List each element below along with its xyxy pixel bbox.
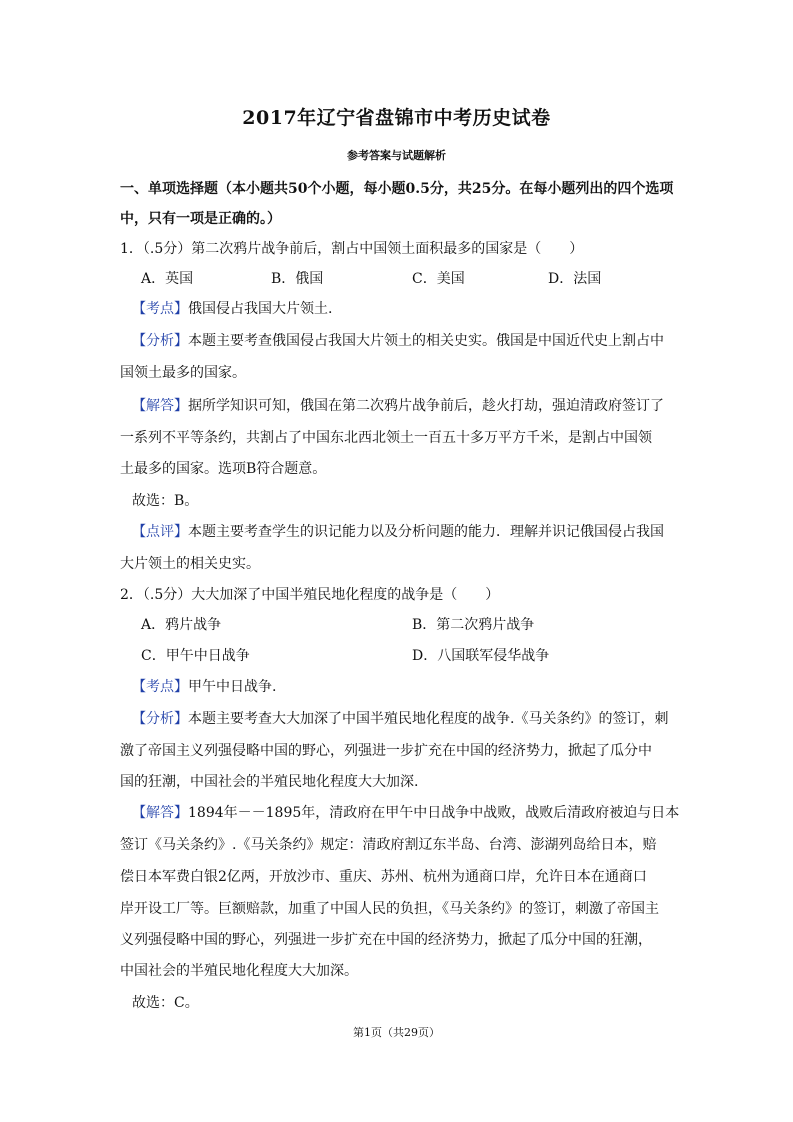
- question-2-jieda-cont-5: 中国社会的半殖民地化程度大大加深。: [120, 963, 358, 979]
- question-1-fenxi-cont: 国领土最多的国家。: [120, 365, 246, 381]
- fenxi-text: 本题主要考查俄国侵占我国大片领土的相关史实。俄国是中国近代史上割占中: [188, 333, 664, 349]
- question-2-option-a: A．鸦片战争: [141, 617, 222, 633]
- question-1-option-d: D．法国: [548, 271, 602, 287]
- fenxi-tag: 【分析】: [132, 333, 188, 349]
- page-subtitle: 参考答案与试题解析: [347, 149, 446, 162]
- question-1-option-a: A．英国: [141, 271, 194, 287]
- question-1-answer: 故选：B。: [132, 493, 199, 509]
- question-1-kaodian: [132, 298, 332, 318]
- question-1-jieda: [132, 395, 664, 415]
- question-1-jieda-cont-2: 土最多的国家。选项B符合题意。: [120, 461, 327, 477]
- kaodian-tag: 【考点】: [132, 301, 188, 317]
- question-2-option-c: C．甲午中日战争: [141, 648, 250, 664]
- jieda-text: 据所学知识可知，俄国在第二次鸦片战争前后，趁火打劫，强迫清政府签订了: [188, 398, 664, 414]
- question-2-kaodian: [132, 676, 276, 696]
- question-2-answer: 故选：C。: [132, 995, 199, 1011]
- question-2-jieda-cont-3: 岸开设工厂等。巨额赔款，加重了中国人民的负担，《马关条约》的签订，刺激了帝国主: [120, 901, 659, 917]
- dianping-tag: 【点评】: [132, 524, 188, 540]
- section-heading-line1: 一、单项选择题（本小题共50个小题，每小题0.5分，共25分。在每小题列出的四个选项: [120, 181, 674, 197]
- fenxi-text: 本题主要考查大大加深了中国半殖民地化程度的战争.《马关条约》的签订，刺: [188, 711, 669, 727]
- kaodian-text: 俄国侵占我国大片领土.: [188, 301, 333, 317]
- question-1-option-c: C．美国: [412, 271, 465, 287]
- question-1-stem: 1．（.5分）第二次鸦片战争前后，割占中国领土面积最多的国家是（ ）: [120, 241, 584, 257]
- question-1-dianping: [132, 521, 664, 541]
- kaodian-text: 甲午中日战争.: [188, 679, 277, 695]
- question-1-option-b: B．俄国: [271, 271, 324, 287]
- page-title: 2017年辽宁省盘锦市中考历史试卷: [242, 107, 551, 129]
- section-heading-line2: 中，只有一项是正确的。）: [120, 211, 281, 227]
- jieda-tag: 【解答】: [132, 398, 188, 414]
- question-2-jieda-cont-4: 义列强侵略中国的野心，列强进一步扩充在中国的经济势力，掀起了瓜分中国的狂潮，: [120, 932, 652, 948]
- question-2-jieda: [132, 802, 679, 822]
- question-2-fenxi-cont-1: 激了帝国主义列强侵略中国的野心，列强进一步扩充在中国的经济势力，掀起了瓜分中: [120, 743, 652, 759]
- question-1-dianping-cont: 大片领土的相关史实。: [120, 556, 260, 572]
- question-2-option-b: B．第二次鸦片战争: [412, 617, 535, 633]
- question-1-fenxi: [132, 330, 664, 350]
- dianping-text: 本题主要考查学生的识记能力以及分析问题的能力．理解并识记俄国侵占我国: [188, 524, 664, 540]
- question-2-fenxi-cont-2: 国的狂潮，中国社会的半殖民地化程度大大加深.: [120, 774, 419, 790]
- question-2-fenxi: [132, 708, 668, 728]
- fenxi-tag: 【分析】: [132, 711, 188, 727]
- jieda-tag: 【解答】: [132, 805, 188, 821]
- question-2-jieda-cont-1: 签订《马关条约》.《马关条约》规定：清政府割辽东半岛、台湾、澎湖列岛给日本，赔: [120, 837, 657, 853]
- question-1-jieda-cont-1: 一系列不平等条约，共割占了中国东北西北领土一百五十多万平方千米，是割占中国领: [120, 430, 652, 446]
- kaodian-tag: 【考点】: [132, 679, 188, 695]
- question-2-option-d: D．八国联军侵华战争: [412, 648, 550, 664]
- question-2-jieda-cont-2: 偿日本军费白银2亿两，开放沙市、重庆、苏州、杭州为通商口岸，允许日本在通商口: [120, 869, 647, 885]
- page-footer: 第1页（共29页）: [353, 1026, 440, 1039]
- jieda-text: 1894年－－1895年，清政府在甲午中日战争中战败，战败后清政府被迫与日本: [188, 805, 680, 821]
- question-2-stem: 2．（.5分）大大加深了中国半殖民地化程度的战争是（ ）: [120, 587, 500, 603]
